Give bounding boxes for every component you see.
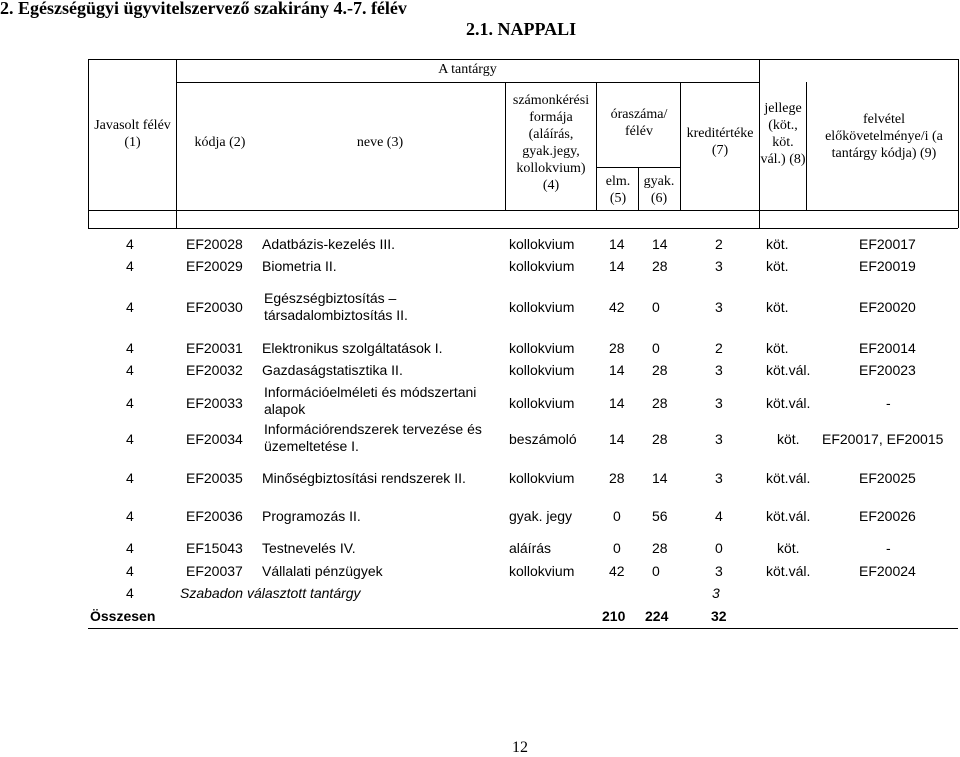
header-hours-lecture: elm. (5) [605, 174, 631, 206]
row-credits: 3 [715, 362, 723, 378]
row-name: Gazdaságstatisztika II. [262, 362, 403, 378]
row-practice-hours: 28 [652, 540, 668, 556]
row-prereq: - [886, 540, 891, 556]
row-practice-hours: 28 [652, 362, 668, 378]
row-semester: 4 [126, 236, 134, 252]
row-code: EF20029 [186, 258, 243, 274]
header-prereq: felvétel előkövetelménye/i (a tantárgy kódja) (9) [825, 112, 943, 161]
row-semester: 4 [126, 258, 134, 274]
row-exam-form: kollokvium [509, 258, 575, 274]
table-row [0, 287, 960, 327]
row-prereq: EF20017 [859, 236, 916, 252]
row-code: EF20032 [186, 362, 243, 378]
row-semester: 4 [126, 585, 134, 601]
section-heading: 2.1. NAPPALI [466, 19, 577, 39]
table-row [0, 421, 960, 461]
row-name: Információrendszerek tervezése és üzemeltetése I. [264, 421, 482, 454]
row-name: Minőségbiztosítási rendszerek II. [262, 470, 466, 486]
row-semester: 4 [126, 470, 134, 486]
row-code: EF20037 [186, 563, 243, 579]
row-prereq: EF20023 [859, 362, 916, 378]
row-prereq: EF20017, EF20015 [822, 431, 944, 447]
row-exam-form: kollokvium [509, 299, 575, 315]
row-lecture-hours: 42 [609, 299, 625, 315]
header-type: jellege (köt., köt. vál.) (8) [760, 101, 806, 167]
row-credits: 3 [712, 585, 720, 601]
row-exam-form: kollokvium [509, 395, 575, 411]
row-code: EF20036 [186, 508, 243, 524]
row-type: köt. [766, 258, 789, 274]
row-exam-form: kollokvium [509, 563, 575, 579]
row-prereq: EF20026 [859, 508, 916, 524]
row-exam-form: kollokvium [509, 340, 575, 356]
header-exam-form: számonkérési formája (aláírás, gyak.jegy, kollokvium) (4) [512, 93, 590, 193]
row-name: Testnevelés IV. [262, 540, 356, 556]
row-prereq: - [886, 395, 891, 411]
row-practice-hours: 0 [652, 340, 660, 356]
row-credits: 3 [715, 258, 723, 274]
header-semester: Javasolt félév (1) [94, 118, 171, 150]
row-prereq: EF20020 [859, 299, 916, 315]
row-exam-form: beszámoló [509, 431, 577, 447]
row-semester: 4 [126, 340, 134, 356]
row-type: köt.vál. [766, 395, 811, 411]
row-credits: 4 [715, 508, 723, 524]
row-prereq: EF20014 [859, 340, 916, 356]
row-code: EF20028 [186, 236, 243, 252]
row-lecture-hours: 14 [609, 431, 625, 447]
row-practice-hours: 28 [652, 431, 668, 447]
row-practice-hours: 56 [652, 508, 668, 524]
row-semester: 4 [126, 431, 134, 447]
row-type: köt.vál. [766, 362, 811, 378]
row-semester: 4 [126, 563, 134, 579]
row-code: EF20030 [186, 299, 243, 315]
header-code: kódja (2) [194, 135, 246, 150]
row-name: Adatbázis-kezelés III. [262, 236, 396, 252]
total-practice-hours: 224 [645, 608, 669, 624]
row-semester: 4 [126, 508, 134, 524]
row-lecture-hours: 14 [609, 236, 625, 252]
table-row [0, 384, 960, 420]
header-hours-practice: gyak. (6) [643, 174, 675, 206]
row-credits: 3 [715, 563, 723, 579]
row-credits: 2 [715, 236, 723, 252]
header-name: neve (3) [356, 135, 404, 150]
row-practice-hours: 0 [652, 563, 660, 579]
row-name: Egészségbiztosítás – társadalombiztosítás II. [264, 290, 408, 323]
row-prereq: EF20025 [859, 470, 916, 486]
row-practice-hours: 28 [652, 258, 668, 274]
row-lecture-hours: 42 [609, 563, 625, 579]
row-semester: 4 [126, 395, 134, 411]
row-name: Elektronikus szolgáltatások I. [262, 340, 443, 356]
row-name: Információelméleti és módszertani alapok [264, 384, 477, 417]
total-label: Összesen [90, 608, 156, 624]
row-type: köt. [766, 236, 789, 252]
row-semester: 4 [126, 540, 134, 556]
row-credits: 3 [715, 299, 723, 315]
row-name: Biometria II. [262, 258, 337, 274]
page-number: 12 [512, 739, 528, 756]
row-semester: 4 [126, 299, 134, 315]
row-code: EF20034 [186, 431, 243, 447]
row-lecture-hours: 28 [609, 470, 625, 486]
row-exam-form: aláírás [509, 540, 552, 556]
row-semester: 4 [126, 362, 134, 378]
row-lecture-hours: 0 [613, 540, 621, 556]
header-credits: kreditértéke (7) [686, 126, 754, 158]
row-type: köt. [777, 540, 800, 556]
row-prereq: EF20019 [859, 258, 916, 274]
row-exam-form: kollokvium [509, 236, 575, 252]
row-type: köt.vál. [766, 508, 811, 524]
row-type: köt. [777, 431, 800, 447]
row-type: köt. [766, 299, 789, 315]
row-lecture-hours: 14 [609, 362, 625, 378]
row-code: EF20035 [186, 470, 243, 486]
row-name: Vállalati pénzügyek [262, 563, 383, 579]
row-credits: 0 [715, 540, 723, 556]
row-type: köt. [766, 340, 789, 356]
total-rule [88, 628, 958, 629]
row-credits: 3 [715, 470, 723, 486]
header-hours: óraszáma/ félév [610, 107, 668, 139]
row-exam-form: kollokvium [509, 362, 575, 378]
row-practice-hours: 14 [652, 470, 668, 486]
row-practice-hours: 28 [652, 395, 668, 411]
group-header: A tantárgy [438, 62, 497, 77]
row-lecture-hours: 28 [609, 340, 625, 356]
row-name: Programozás II. [262, 508, 361, 524]
row-exam-form: kollokvium [509, 470, 575, 486]
row-lecture-hours: 14 [609, 395, 625, 411]
page-heading: 2. Egészségügyi ügyvitelszervező szakirány 4.-7. félév [0, 0, 407, 18]
row-credits: 2 [715, 340, 723, 356]
row-type: köt.vál. [766, 470, 811, 486]
row-credits: 3 [715, 431, 723, 447]
row-code: EF20031 [186, 340, 243, 356]
row-code: EF15043 [186, 540, 243, 556]
row-lecture-hours: 14 [609, 258, 625, 274]
row-lecture-hours: 0 [613, 508, 621, 524]
row-type: köt.vál. [766, 563, 811, 579]
row-practice-hours: 14 [652, 236, 668, 252]
total-credits: 32 [711, 608, 727, 624]
row-code: EF20033 [186, 395, 243, 411]
elective-label: Szabadon választott tantárgy [180, 585, 361, 601]
total-lecture-hours: 210 [602, 608, 626, 624]
row-practice-hours: 0 [652, 299, 660, 315]
row-credits: 3 [715, 395, 723, 411]
row-prereq: EF20024 [859, 563, 916, 579]
row-exam-form: gyak. jegy [509, 508, 573, 524]
